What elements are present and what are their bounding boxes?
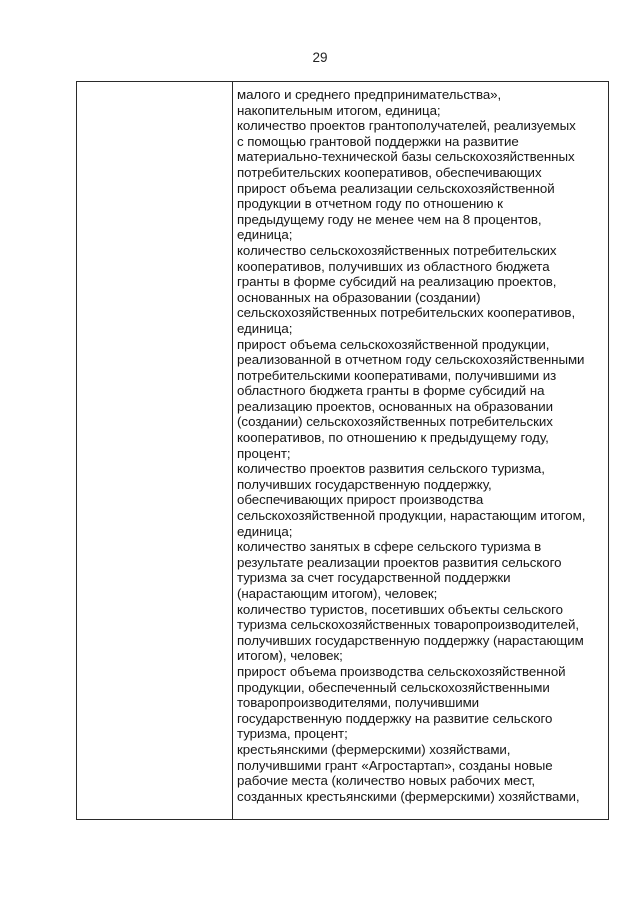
text-line: туризма сельскохозяйственных товаропроизводителей, (237, 617, 579, 633)
text-line: потребительскими кооперативами, получившими из (237, 367, 557, 383)
text-line: получивших государственную поддержку, (237, 476, 492, 492)
text-line: туризма, процент; (237, 726, 348, 742)
column-divider (232, 82, 233, 819)
text-line: сельскохозяйственных потребительских кооперативов, (237, 305, 576, 321)
text-line: малого и среднего предпринимательства», (237, 87, 502, 102)
text-line: единица; (237, 227, 293, 243)
text-line: количество сельскохозяйственных потребительских (237, 242, 557, 258)
text-line: реализованной в отчетном году сельскохозяйственными (237, 352, 585, 368)
text-line: гранты в форме субсидий на реализацию проектов, (237, 274, 557, 290)
text-line: количество проектов развития сельского туризма, (237, 461, 545, 477)
text-line: потребительских кооперативов, обеспечивающих (237, 164, 542, 180)
text-line: обеспечивающих прирост производства (237, 492, 484, 508)
text-line: прирост объема сельскохозяйственной продукции, (237, 336, 550, 352)
text-line: итогом), человек; (237, 648, 343, 664)
text-line: государственную поддержку на развитие сельского (237, 710, 553, 726)
text-line: прирост объема производства сельскохозяйственной (237, 663, 566, 679)
text-line: предыдущему году не менее чем на 8 процентов, (237, 211, 542, 227)
text-line: процент; (237, 445, 291, 461)
text-line: продукции, обеспеченный сельскохозяйственными (237, 679, 550, 695)
table-right-cell (237, 87, 609, 804)
text-line: туризма за счет государственной поддержки (237, 570, 511, 586)
text-line: областного бюджета гранты в форме субсидий на (237, 383, 545, 399)
text-line: прирост объема реализации сельскохозяйственной (237, 180, 555, 196)
text-line: получивших государственную поддержку (нарастающим (237, 632, 584, 648)
text-line: реализацию проектов, основанных на образовании (237, 398, 554, 414)
table-left-cell (77, 82, 232, 819)
text-line: результате реализации проектов развития сельского (237, 554, 562, 570)
text-line: накопительным итогом, единица; (237, 102, 441, 118)
text-line: кооперативов, получивших из областного бюджета (237, 258, 550, 274)
text-line: созданных крестьянскими (фермерскими) хозяйствами, (237, 788, 580, 804)
text-line: (нарастающим итогом), человек; (237, 586, 438, 601)
text-line: единица; (237, 523, 293, 539)
text-line: крестьянскими (фермерскими) хозяйствами, (237, 741, 511, 757)
text-line: кооперативов, по отношению к предыдущему году, (237, 430, 549, 446)
text-line: получившими грант «Агростартап», созданы новые (237, 757, 553, 773)
text-line: количество проектов грантополучателей, реализуемых (237, 118, 576, 134)
text-line: с помощью грантовой поддержки на развитие (237, 133, 519, 149)
page-number: 29 (312, 50, 328, 65)
text-line: единица; (237, 320, 293, 336)
text-line: количество туристов, посетивших объекты сельского (237, 601, 563, 617)
text-line: количество занятых в сфере сельского туризма в (237, 539, 542, 555)
document-table (76, 81, 609, 820)
text-line: рабочие места (количество новых рабочих мест, (237, 773, 536, 789)
text-line: товаропроизводителями, получившими (237, 695, 480, 711)
text-line: (создании) сельскохозяйственных потребительских (237, 414, 553, 430)
text-line: основанных на образовании (создании) (237, 289, 481, 305)
text-line: сельскохозяйственной продукции, нарастающим итогом, (237, 508, 586, 524)
text-line: продукции в отчетном году по отношению к (237, 196, 503, 212)
text-line: материально-технической базы сельскохозяйственных (237, 149, 575, 165)
